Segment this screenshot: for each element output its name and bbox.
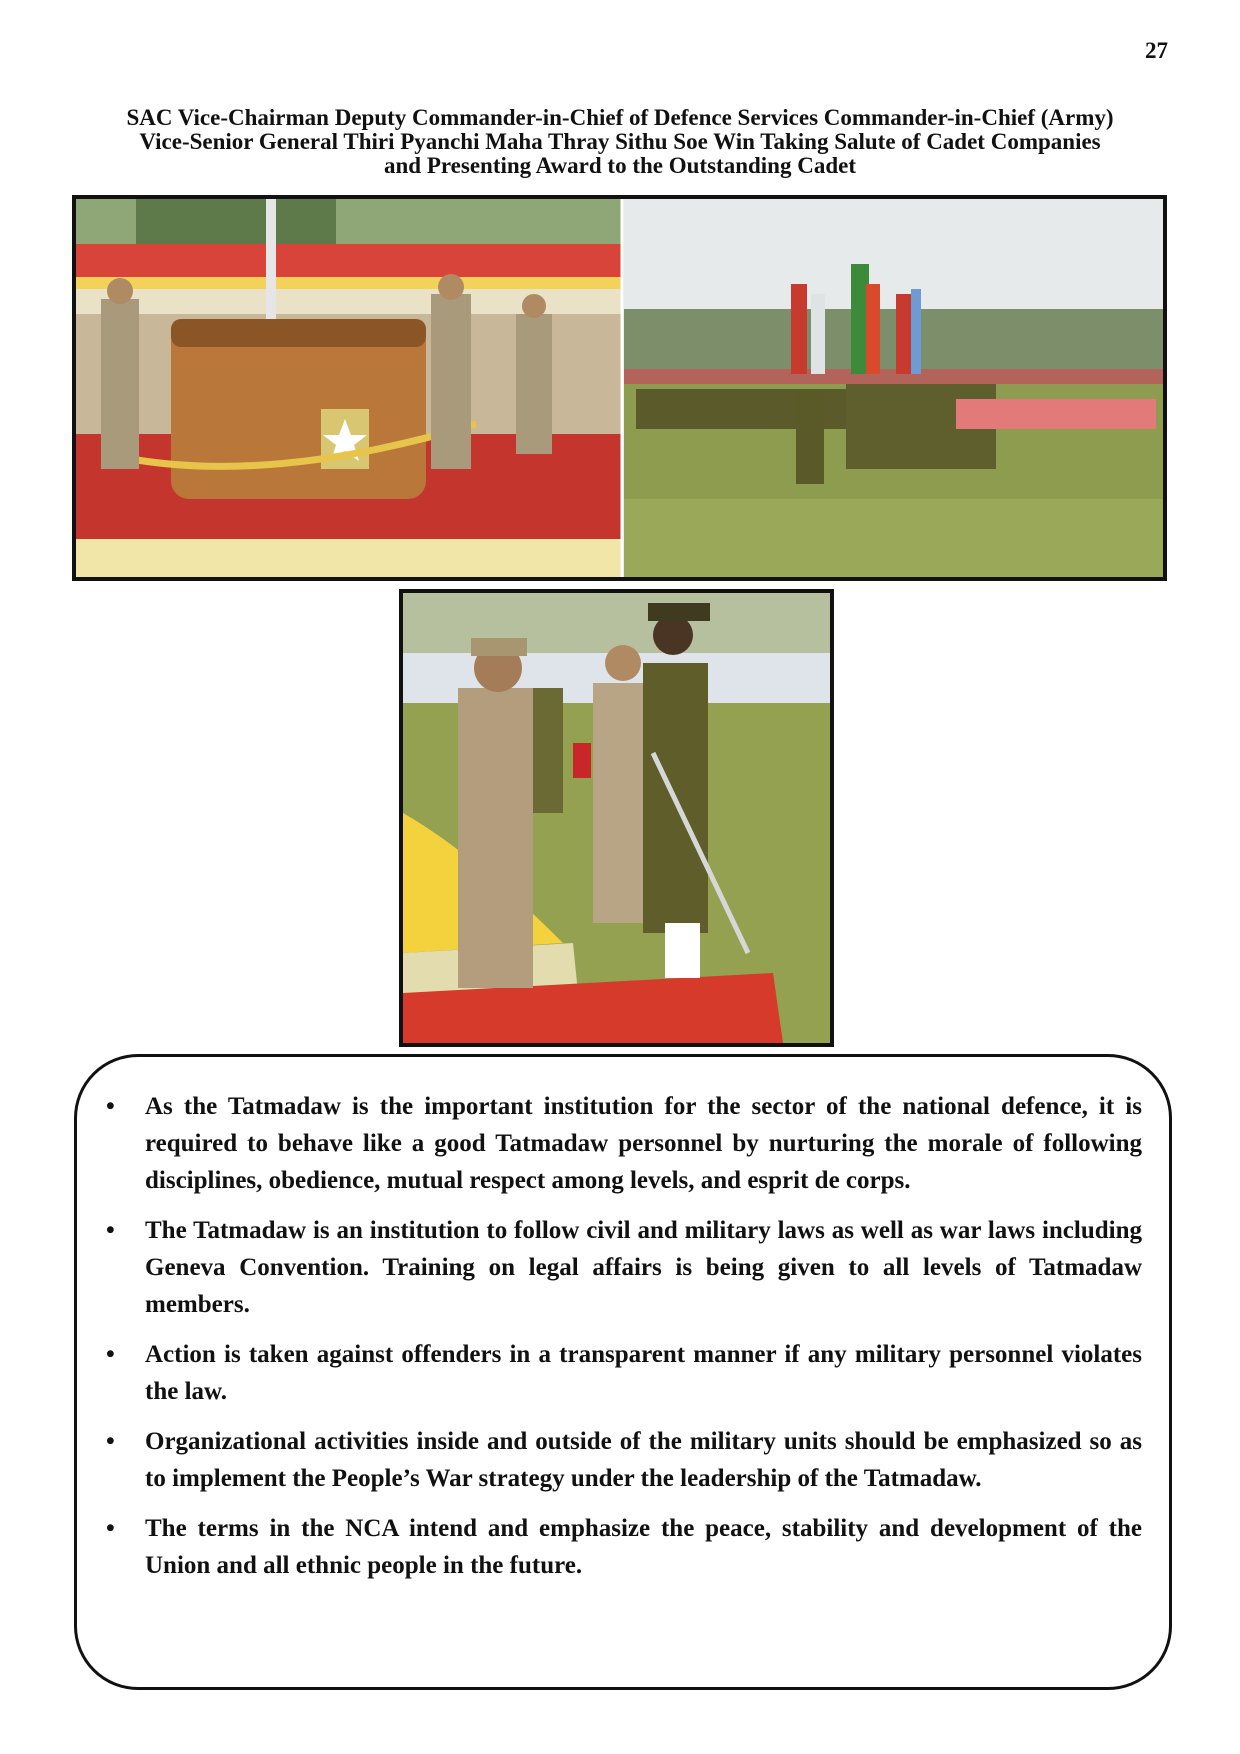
policy-bullet-list [106, 1088, 1142, 1597]
bullet-text: Action is taken against offenders in a transparent manner if any military personnel violates the law. [145, 1341, 1142, 1405]
bullet-text: The Tatmadaw is an institution to follow civil and military laws as well as war laws including Geneva Convention. Training on legal affairs is being given to all levels of Tatmadaw members. [145, 1217, 1142, 1318]
bullet-icon: • [106, 1428, 115, 1455]
photo-caption [70, 106, 1170, 178]
list-item [106, 1212, 1142, 1323]
bullet-icon: • [106, 1217, 115, 1244]
list-item [106, 1423, 1142, 1497]
list-item [106, 1336, 1142, 1410]
list-item [106, 1510, 1142, 1584]
bullet-icon: • [106, 1341, 115, 1368]
parade-photo [624, 199, 1163, 577]
bullet-icon: • [106, 1515, 115, 1542]
bullet-text: The terms in the NCA intend and emphasize the peace, stability and development of the Union and all ethnic people in the future. [145, 1515, 1142, 1579]
top-photo-panel [72, 195, 1167, 581]
award-photo [403, 593, 830, 1043]
bullet-icon: • [106, 1093, 115, 1120]
caption-line-3: and Presenting Award to the Outstanding Cadet [384, 153, 856, 178]
rostrum-photo [76, 199, 621, 577]
bullet-text: Organizational activities inside and outside of the military units should be emphasized so as to implement the People’s War strategy under the leadership of the Tatmadaw. [145, 1428, 1142, 1492]
award-photo-panel [399, 589, 834, 1047]
page-number: 27 [1145, 38, 1168, 63]
caption-line-2: Vice-Senior General Thiri Pyanchi Maha Thray Sithu Soe Win Taking Salute of Cadet Companies [139, 129, 1101, 154]
bullet-text: As the Tatmadaw is the important institution for the sector of the national defence, it is required to behave like a good Tatmadaw personnel by nurturing the morale of following disciplines, obedience, mutual respect among levels, and esprit de corps. [145, 1093, 1142, 1194]
caption-line-1: SAC Vice-Chairman Deputy Commander-in-Chief of Defence Services Commander-in-Chief (Army) [126, 105, 1114, 130]
list-item [106, 1088, 1142, 1199]
